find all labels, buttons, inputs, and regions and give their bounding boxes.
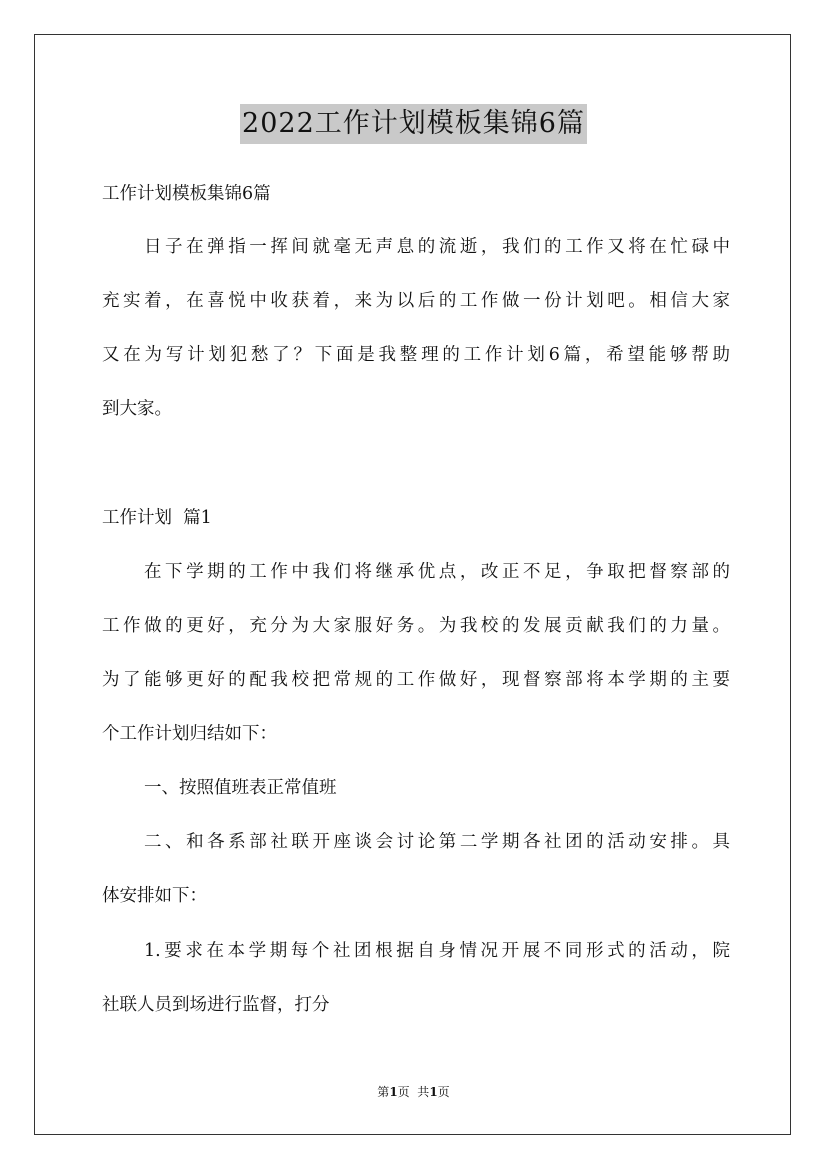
document-title <box>0 104 827 144</box>
intro-line-1: 日子在弹指一挥间就毫无声息的流逝，我们的工作又将在忙碌中 <box>144 237 730 257</box>
section-line-9: 社联人员到场进行监督，打分 <box>102 995 330 1015</box>
section-line-1: 在下学期的工作中我们将继承优点，改正不足，争取把督察部的 <box>144 562 730 582</box>
footer-prefix: 第 <box>377 1085 390 1099</box>
section-heading: 工作计划 篇1 <box>102 508 212 528</box>
page-footer <box>0 1084 827 1100</box>
section-line-4: 个工作计划归结如下： <box>102 724 277 744</box>
document-title-text: 2022工作计划模板集锦6篇 <box>240 104 587 144</box>
footer-total-pages: 1 <box>429 1085 438 1099</box>
section-line-3: 为了能够更好的配我校把常规的工作做好，现督察部将本学期的主要 <box>102 670 730 690</box>
section-line-7: 体安排如下： <box>102 886 207 906</box>
footer-current-page: 1 <box>389 1085 398 1099</box>
footer-mid: 页 共 <box>397 1085 430 1099</box>
section-line-5: 一、按照值班表正常值班 <box>144 778 337 798</box>
intro-line-4: 到大家。 <box>102 399 172 419</box>
intro-line-2: 充实着，在喜悦中收获着，来为以后的工作做一份计划吧。相信大家 <box>102 291 730 311</box>
footer-suffix: 页 <box>437 1085 450 1099</box>
section-line-6: 二、和各系部社联开座谈会讨论第二学期各社团的活动安排。具 <box>144 832 730 852</box>
section-line-8: 1.要求在本学期每个社团根据自身情况开展不同形式的活动，院 <box>144 941 730 961</box>
document-subtitle: 工作计划模板集锦6篇 <box>102 184 271 204</box>
intro-line-3: 又在为写计划犯愁了？下面是我整理的工作计划6篇，希望能够帮助 <box>102 345 730 365</box>
section-line-2: 工作做的更好，充分为大家服好务。为我校的发展贡献我们的力量。 <box>102 616 730 636</box>
